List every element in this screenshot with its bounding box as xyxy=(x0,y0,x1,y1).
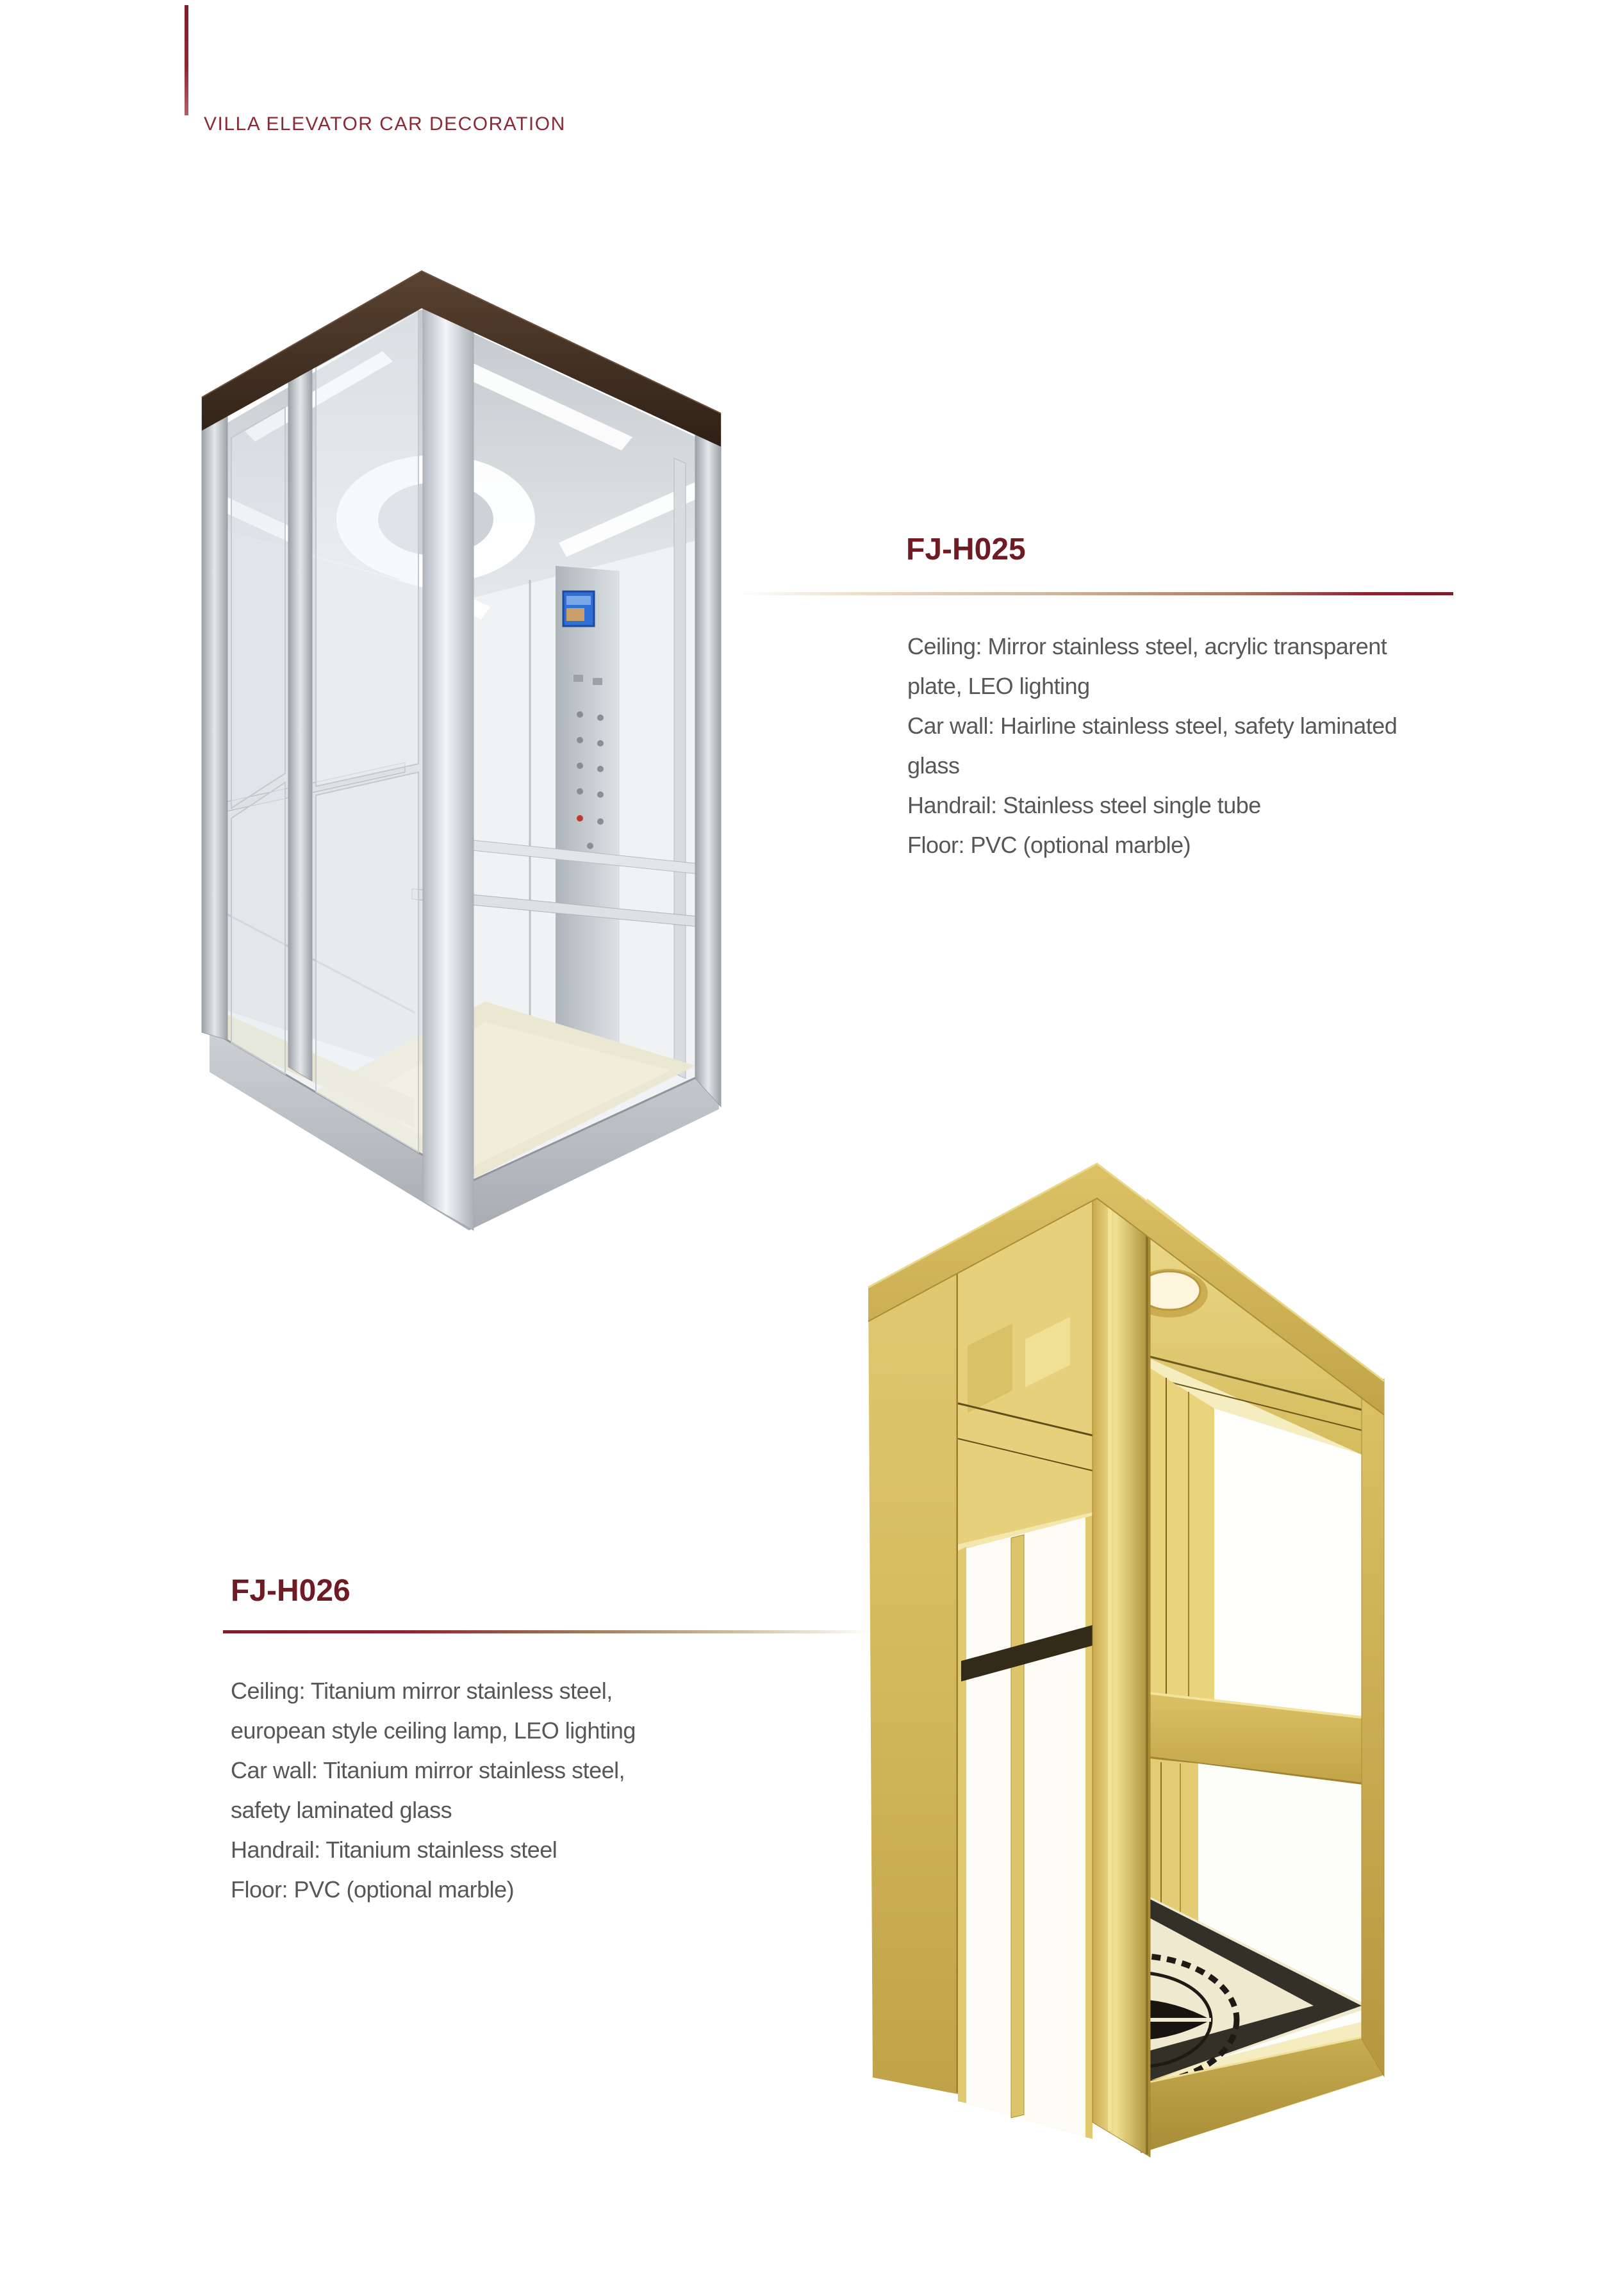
left-interior-view xyxy=(958,1201,1093,2139)
product-specs-fj-h025 xyxy=(907,627,1397,865)
spec-line: Floor: PVC (optional marble) xyxy=(231,1876,515,1903)
product-image-fj-h025 xyxy=(184,266,725,1256)
right-glass-mullion xyxy=(674,458,686,1078)
spec-line: european style ceiling lamp, LEO lighting xyxy=(231,1717,636,1744)
cop-screen-image xyxy=(566,596,591,605)
left-frame-column xyxy=(202,383,227,1040)
spec-line: Ceiling: Titanium mirror stainless steel, xyxy=(231,1678,613,1704)
product-specs-fj-h026 xyxy=(231,1671,636,1910)
spec-line: plate, LEO lighting xyxy=(907,673,1090,699)
product-title-fj-h025: FJ-H025 xyxy=(906,533,1026,566)
product-title-fj-h026: FJ-H026 xyxy=(231,1574,351,1608)
header-accent-bar xyxy=(185,5,188,115)
control-panel xyxy=(556,566,620,1080)
spec-line: Floor: PVC (optional marble) xyxy=(907,832,1191,858)
gold-mirror-panel xyxy=(1147,1366,1214,1701)
right-frame-column xyxy=(1362,1379,1384,2076)
page-title: VILLA ELEVATOR CAR DECORATION xyxy=(204,113,566,135)
spec-line: safety laminated glass xyxy=(231,1797,452,1823)
spec-line: Car wall: Hairline stainless steel, safety laminated xyxy=(907,713,1398,739)
right-frame-column xyxy=(695,401,721,1107)
cop-screen-image xyxy=(566,608,584,621)
left-gold-wall xyxy=(868,1239,958,2094)
spec-line: Car wall: Titanium mirror stainless steel, xyxy=(231,1757,625,1783)
glass-panel xyxy=(1214,1408,1362,1717)
spec-line: Ceiling: Mirror stainless steel, acrylic transparent xyxy=(907,633,1387,659)
title-divider xyxy=(737,592,1453,595)
spec-line: Handrail: Titanium stainless steel xyxy=(231,1837,557,1863)
mid-frame-column xyxy=(288,363,312,1081)
corner-frame-column xyxy=(423,274,474,1230)
glass-panels xyxy=(231,310,418,1152)
corner-frame-column xyxy=(1093,1192,1150,2157)
spec-line: Handrail: Stainless steel single tube xyxy=(907,792,1261,818)
spec-line: glass xyxy=(907,752,960,779)
title-divider xyxy=(223,1630,873,1633)
product-image-fj-h026 xyxy=(865,1153,1387,2220)
